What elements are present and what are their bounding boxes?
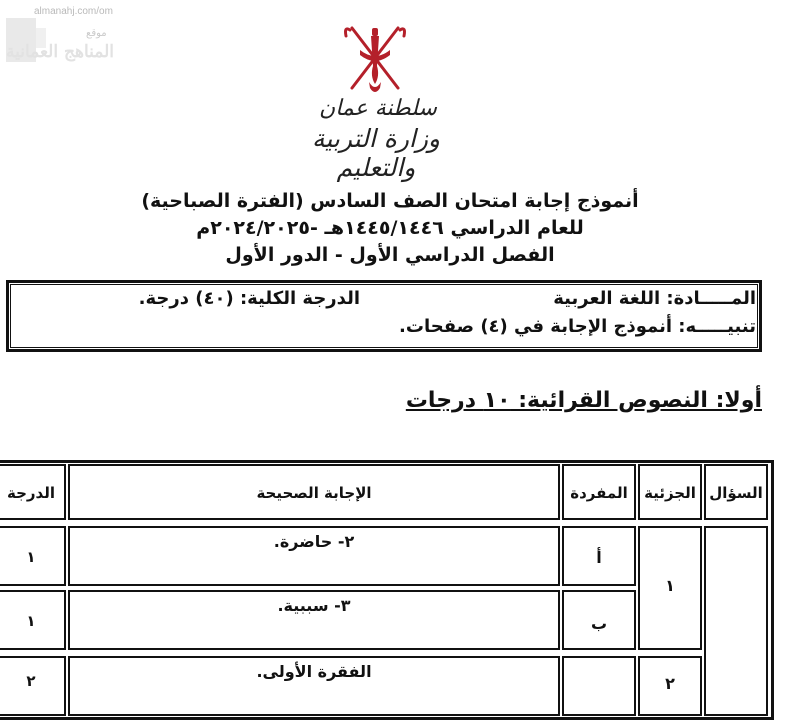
semester-line: الفصل الدراسي الأول - الدور الأول <box>225 244 555 266</box>
watermark-small-text: موقع <box>86 28 107 39</box>
part-cell-2: ٢ <box>638 656 702 716</box>
academic-year: للعام الدراسي ١٤٤٥/١٤٤٦هـ -٢٠٢٤/٢٠٢٥م <box>196 217 584 239</box>
item-cell-empty <box>562 656 636 716</box>
header-part: الجزئية <box>638 464 702 520</box>
pages-note: تنبيـــــه: أنموذج الإجابة في (٤) صفحات. <box>399 316 756 337</box>
answer-cell-2: ٣- سببية. <box>68 590 560 650</box>
oman-emblem-icon <box>340 22 410 104</box>
subject-line: المـــــادة: اللغة العربية <box>553 288 756 309</box>
answer-cell-3: الفقرة الأولى. <box>68 656 560 716</box>
exam-title: أنموذج إجابة امتحان الصف السادس (الفترة الصباحية) <box>141 190 639 212</box>
item-cell-b: ب <box>562 590 636 650</box>
watermark-url: almanahj.com/om <box>34 6 113 17</box>
total-grade-line: الدرجة الكلية: (٤٠) درجة. <box>138 288 360 309</box>
part-cell-1: ١ <box>638 526 702 650</box>
header-grade: الدرجة <box>0 464 66 520</box>
sultanate-name: سلطنة عمان <box>319 96 437 121</box>
grade-cell-1: ١ <box>0 526 66 586</box>
header-question: السؤال <box>704 464 768 520</box>
grade-cell-2: ١ <box>0 590 66 650</box>
section-title: أولا: النصوص القرائية: ١٠ درجات <box>405 388 762 413</box>
question-cell <box>704 526 768 716</box>
item-cell-a: أ <box>562 526 636 586</box>
header-item: المفردة <box>562 464 636 520</box>
ministry-name: وزارة التربية والتعليم <box>311 124 440 182</box>
watermark-site-name: المناهج العمانية <box>6 42 114 62</box>
grade-cell-3: ٢ <box>0 656 66 716</box>
answer-cell-1: ٢- حاضرة. <box>68 526 560 586</box>
header-answer: الإجابة الصحيحة <box>68 464 560 520</box>
